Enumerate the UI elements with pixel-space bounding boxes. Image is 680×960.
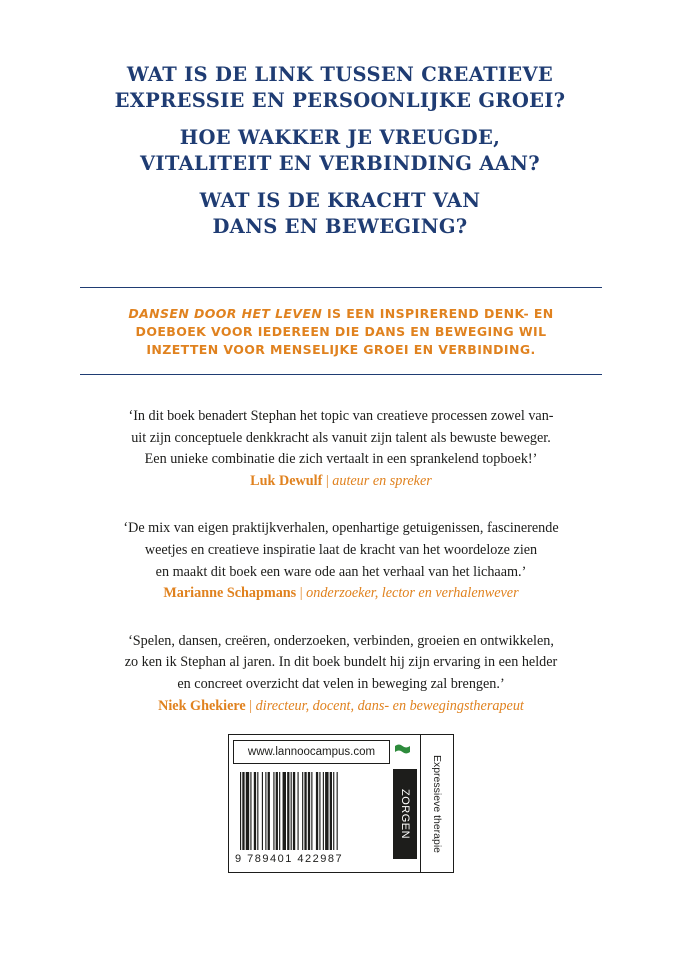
quote-line: en concreet overzicht dat velen in beweging zal brengen.’	[177, 675, 505, 692]
intro-line: INZETTEN VOOR MENSELIJKE GROEI EN VERBINDING.	[146, 342, 536, 357]
intro-line	[80, 305, 602, 323]
publisher-url: www.lannoocampus.com	[233, 740, 390, 764]
book-title: DANSEN DOOR HET LEVEN	[128, 306, 323, 321]
barcode-bar	[330, 772, 332, 850]
barcode-bar	[257, 772, 258, 850]
category-text: Expressieve therapie	[431, 754, 443, 853]
barcode-bar	[304, 772, 306, 850]
question-line: WAT IS DE KRACHT VAN	[199, 189, 481, 212]
green-flag-icon	[395, 743, 410, 755]
intro-line: DOEBOEK VOOR IEDEREEN DIE DANS EN BEWEGING WIL	[135, 324, 547, 339]
question-line: EXPRESSIE EN PERSOONLIJKE GROEI?	[114, 89, 566, 112]
testimonial	[60, 518, 622, 604]
barcode-bar	[298, 772, 299, 850]
question-2	[0, 125, 680, 177]
question-1	[0, 62, 680, 114]
series-label	[393, 769, 417, 859]
barcode-bar	[240, 772, 241, 850]
author-role: auteur en spreker	[332, 472, 432, 489]
author-role: onderzoeker, lector en verhalenwever	[306, 585, 519, 602]
author-role: directeur, docent, dans- en bewegingstherapeut	[255, 697, 524, 714]
testimonial	[60, 406, 622, 492]
barcode-bar	[265, 772, 266, 850]
top-divider	[80, 287, 602, 288]
quote-line: uit zijn conceptuele denkkracht als vanuit zijn talent als bewuste beweger.	[131, 429, 551, 446]
series-text: ZORGEN	[399, 788, 411, 840]
author-name: Luk Dewulf	[250, 472, 323, 489]
barcode-bar	[337, 772, 338, 850]
quote-line: ‘De mix van eigen praktijkverhalen, openhartige getuigenissen, fascinerende	[123, 520, 559, 537]
author-name: Marianne Schapmans	[163, 585, 297, 602]
testimonial	[60, 631, 622, 717]
testimonials	[60, 406, 622, 743]
quote-line: weetjes en creatieve inspiratie laat de kracht van het woordeloze zien	[144, 541, 538, 558]
isbn-barcode	[239, 772, 389, 850]
question-block	[0, 62, 680, 251]
barcode-bar	[246, 772, 249, 850]
barcode-bar	[319, 772, 320, 850]
barcode-bar	[287, 772, 289, 850]
question-3	[0, 188, 680, 240]
quote-attribution	[60, 471, 622, 493]
isbn-number: 9 789401 422987	[235, 853, 344, 865]
barcode-bar	[254, 772, 256, 850]
barcode-bar	[311, 772, 312, 850]
intro-text: IS EEN INSPIREREND DENK- EN	[322, 306, 554, 321]
barcode-bar	[291, 772, 292, 850]
barcode-bar	[333, 772, 334, 850]
barcode-bar	[293, 772, 295, 850]
quote-line: Een unieke combinatie die zich vertaalt in een sprankelend topboek!’	[144, 451, 538, 468]
attribution-separator: |	[296, 585, 307, 602]
quote-line: ‘In dit boek benadert Stephan het topic van creatieve processen zowel van-	[128, 408, 554, 424]
author-name: Niek Ghekiere	[158, 697, 246, 714]
barcode-bar	[268, 772, 270, 850]
barcode-bar	[273, 772, 274, 850]
attribution-separator: |	[322, 472, 333, 489]
bottom-divider	[80, 374, 602, 375]
panel-divider	[420, 735, 421, 872]
question-line: WAT IS DE LINK TUSSEN CREATIEVE	[126, 63, 554, 86]
quote-line: zo ken ik Stephan al jaren. In dit boek bundelt hij zijn ervaring in een helder	[124, 654, 558, 671]
barcode-bar	[276, 772, 278, 850]
question-line: VITALITEIT EN VERBINDING AAN?	[139, 152, 541, 175]
category-label	[422, 735, 452, 872]
barcode-bar	[262, 772, 263, 850]
barcode-bar	[316, 772, 318, 850]
barcode-bar	[250, 772, 251, 850]
quote-line: en maakt dit boek een ware ode aan het verhaal van het lichaam.’	[155, 563, 527, 580]
barcode-bar	[302, 772, 303, 850]
quote-line: ‘Spelen, dansen, creëren, onderzoeken, verbinden, groeien en ontwikkelen,	[128, 632, 554, 649]
barcode-bar	[283, 772, 286, 850]
barcode-bar	[323, 772, 324, 850]
intro-blurb	[80, 305, 602, 359]
barcode-bar	[325, 772, 328, 850]
barcode-bar	[308, 772, 310, 850]
barcode-bar	[242, 772, 244, 850]
question-line: HOE WAKKER JE VREUGDE,	[179, 126, 501, 149]
quote-attribution	[60, 583, 622, 605]
quote-attribution	[60, 696, 622, 718]
attribution-separator: |	[245, 697, 256, 714]
barcode-bar	[279, 772, 280, 850]
question-line: DANS EN BEWEGING?	[212, 215, 468, 238]
barcode-panel	[228, 734, 454, 873]
